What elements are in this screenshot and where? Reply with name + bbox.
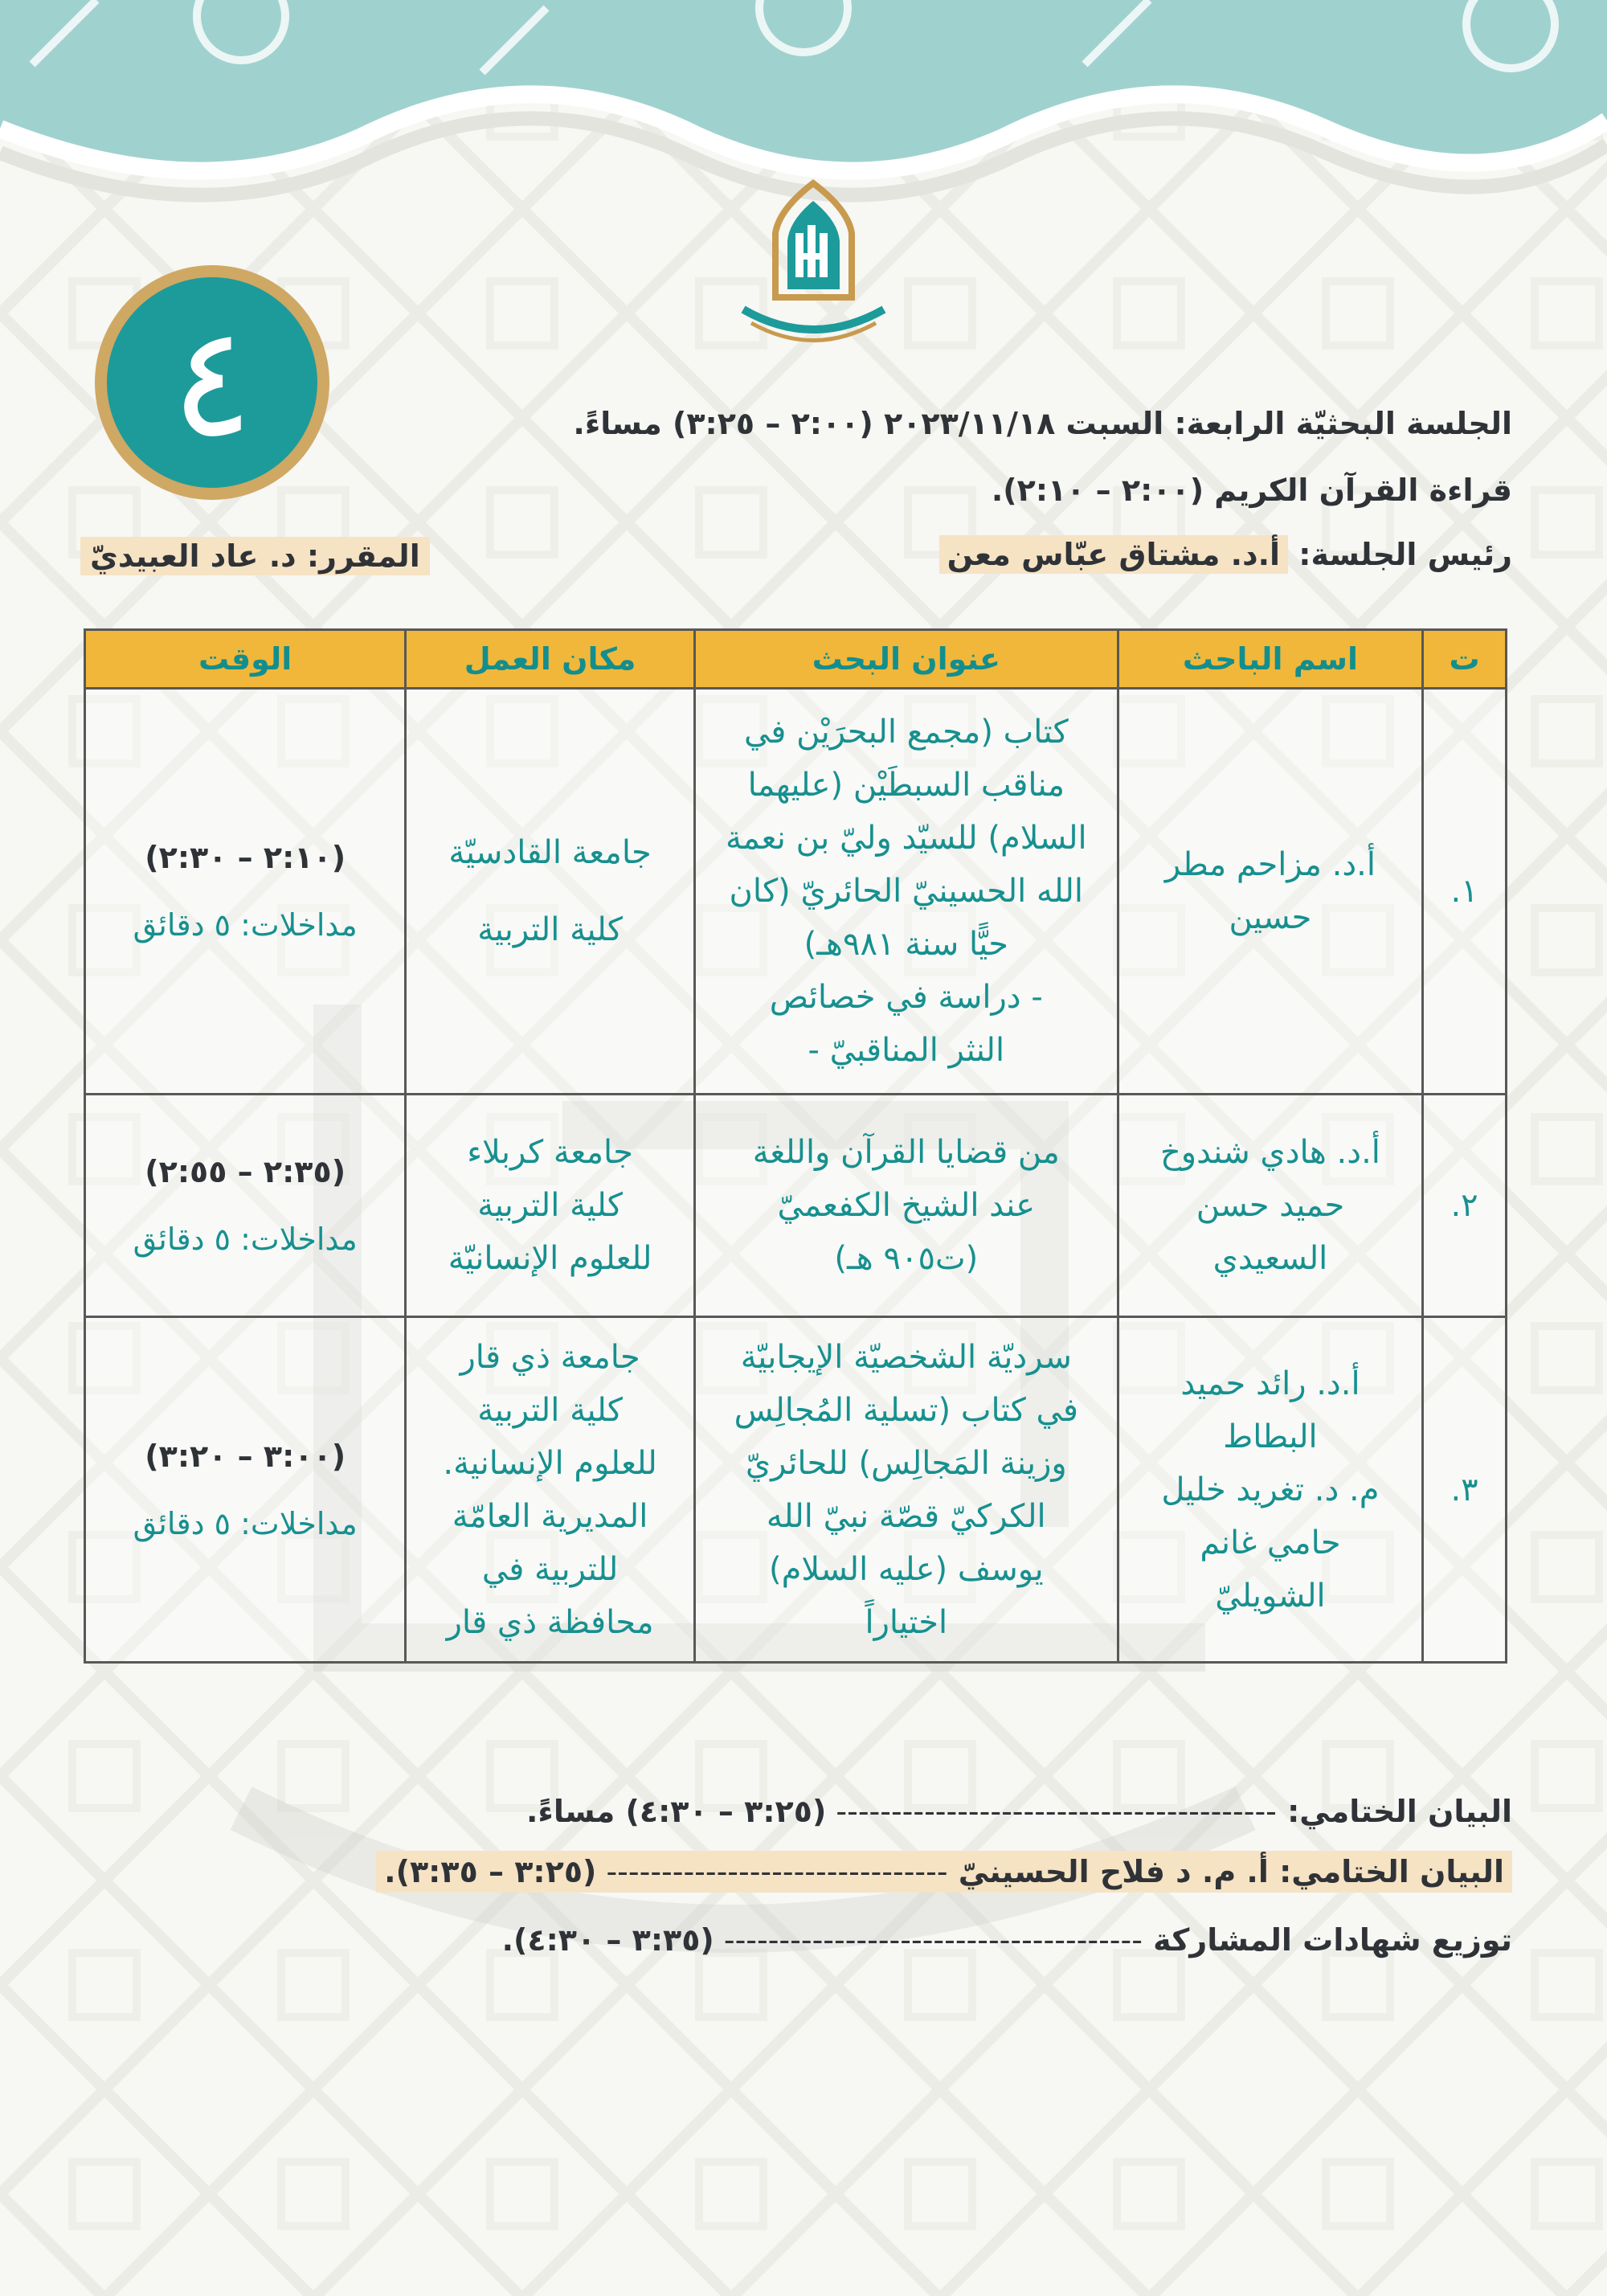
closing-time: (٣:٢٥ – ٤:٣٠) مساءً. — [525, 1794, 827, 1829]
header-time: الوقت — [85, 630, 406, 689]
discussion-note: مداخلات: ٥ دقائق — [133, 907, 358, 943]
rapporteur-line: المقرر: د. عاد العبيديّ — [80, 537, 430, 575]
time-cell — [85, 1095, 406, 1317]
text-line: - دراسة في خصائص — [769, 979, 1043, 1016]
workplace-cell — [406, 1095, 694, 1317]
table-row — [85, 689, 1507, 1095]
session-number: ٤ — [107, 277, 317, 488]
text-line: يوسف (عليه السلام) — [768, 1550, 1044, 1588]
table-header-row — [85, 630, 1507, 689]
text-line: كلية التربية — [477, 1391, 623, 1429]
closing-speaker-time: (٣:٢٥ – ٣:٣٥). — [384, 1854, 597, 1889]
text-line: السلام) للسيّد وليّ بن نعمة — [725, 820, 1087, 857]
table-row — [85, 1317, 1507, 1663]
row-number: ٢. — [1423, 1095, 1507, 1317]
closing-speaker-line — [376, 1851, 1512, 1893]
time-cell — [85, 689, 406, 1095]
text-line: البطاط — [1223, 1418, 1318, 1455]
session-number-badge — [95, 265, 329, 500]
text-line: جامعة ذي قار — [460, 1338, 640, 1376]
text-line: اختياراً — [865, 1603, 948, 1641]
table-row — [85, 1095, 1507, 1317]
text-line: الكركيّ قصّة نبيّ الله — [766, 1497, 1046, 1535]
text-line: مناقب السبطَيْن (عليهما — [747, 767, 1065, 804]
text-line: حامي غانم — [1200, 1524, 1341, 1561]
text-line: وزينة المَجالِس) للحائريّ — [745, 1444, 1067, 1482]
header-researcher: اسم الباحث — [1118, 630, 1422, 689]
quran-reading-line: قراءة القرآن الكريم (٢:٠٠ – ٢:١٠). — [991, 473, 1512, 508]
text-line: حميد حسن — [1196, 1187, 1345, 1224]
text-line: من قضايا القرآن واللغة — [752, 1134, 1060, 1171]
workplace-cell — [406, 689, 694, 1095]
dash-leader: -------------------------------------- — [714, 1922, 1143, 1958]
text-line: حسين — [1229, 899, 1312, 936]
text-line: محافظة ذي قار — [446, 1603, 654, 1641]
header-workplace: مكان العمل — [406, 630, 694, 689]
discussion-note: مداخلات: ٥ دقائق — [133, 1222, 358, 1257]
closing-speaker-label: البيان الختامي: أ. م. د فلاح الحسينيّ — [958, 1854, 1504, 1889]
text-line: سرديّة الشخصيّة الإيجابيّة — [740, 1338, 1072, 1376]
institution-logo — [727, 177, 900, 350]
time-cell — [85, 1317, 406, 1663]
time-range: (٣:٠٠ – ٣:٢٠) — [145, 1438, 346, 1474]
certificates-time: (٣:٣٥ – ٤:٣٠). — [501, 1922, 714, 1958]
text-line: جامعة القادسيّة — [448, 834, 652, 871]
header-title: عنوان البحث — [694, 630, 1118, 689]
text-line: الله الحسينيّ الحائريّ (كان — [729, 873, 1083, 910]
schedule-table — [84, 628, 1507, 1664]
session-chair-line — [939, 537, 1512, 572]
header-number: ت — [1423, 630, 1507, 689]
discussion-note: مداخلات: ٥ دقائق — [133, 1505, 358, 1541]
text-line: للعلوم الإنسانيّة — [448, 1240, 652, 1277]
text-line: حيًّا سنة ٩٨١هـ) — [804, 926, 1008, 963]
time-range: (٢:١٠ – ٢:٣٠) — [145, 840, 346, 875]
text-line: كلية التربية — [477, 1187, 623, 1224]
session-date-line: الجلسة البحثيّة الرابعة: السبت ٢٠٢٣/١١/١٨ (٢:٠٠ – ٣:٢٥) مساءً. — [573, 406, 1512, 441]
closing-label: البيان الختامي: — [1287, 1794, 1512, 1829]
title-cell — [694, 689, 1118, 1095]
row-number: ١. — [1423, 689, 1507, 1095]
researcher-cell — [1118, 1095, 1422, 1317]
chair-label: رئيس الجلسة: — [1298, 537, 1512, 572]
text-line: أ.د. هادي شندوخ — [1159, 1134, 1380, 1171]
time-range: (٢:٣٥ – ٢:٥٥) — [145, 1154, 346, 1189]
certificates-label: توزيع شهادات المشاركة — [1153, 1922, 1512, 1958]
title-cell — [694, 1095, 1118, 1317]
text-line: جامعة كربلاء — [467, 1134, 633, 1171]
text-line: للتربية في — [481, 1550, 619, 1588]
dash-leader: ---------------------------------------- — [826, 1794, 1277, 1829]
text-line: المديرية العامّة — [452, 1497, 648, 1535]
text-line: م. د. تغريد خليل — [1161, 1471, 1380, 1508]
dash-leader: ------------------------------- — [596, 1854, 948, 1889]
text-line: أ.د. رائد حميد — [1180, 1365, 1360, 1402]
text-line: عند الشيخ الكفعميّ — [777, 1187, 1036, 1224]
text-line: في كتاب (تسلية المُجالِس — [734, 1391, 1078, 1429]
text-line: (ت٩٠٥ هـ) — [834, 1240, 979, 1277]
row-number: ٣. — [1423, 1317, 1507, 1663]
text-line: أ.د. مزاحم مطر — [1164, 846, 1376, 883]
text-line: كتاب (مجمع البحرَيْن في — [743, 714, 1069, 751]
closing-statement-line — [526, 1794, 1512, 1829]
chair-name: أ.د. مشتاق عبّاس معن — [939, 535, 1288, 574]
researcher-cell — [1118, 689, 1422, 1095]
certificates-line — [502, 1922, 1512, 1958]
text-line: الشويليّ — [1215, 1577, 1326, 1615]
text-line: كلية التربية — [477, 911, 623, 948]
text-line: للعلوم الإنسانية. — [443, 1444, 657, 1482]
text-line: السعيدي — [1212, 1240, 1328, 1277]
workplace-cell — [406, 1317, 694, 1663]
text-line: النثر المناقبيّ - — [808, 1032, 1005, 1069]
title-cell — [694, 1317, 1118, 1663]
researcher-cell — [1118, 1317, 1422, 1663]
